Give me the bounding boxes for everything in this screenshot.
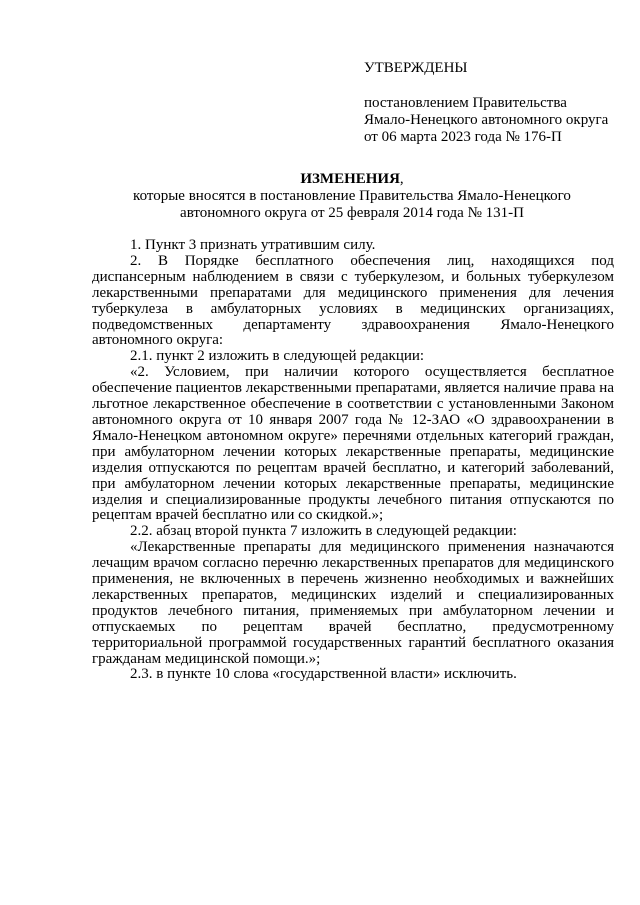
paragraph-item-2-2: 2.2. абзац второй пункта 7 изложить в следующей редакции: (130, 523, 517, 540)
approval-line-3: от 06 марта 2023 года № 176-П (364, 129, 562, 145)
title-heading-comma: , (399, 171, 404, 187)
approval-line-2: Ямало-Ненецкого автономного округа (364, 112, 609, 128)
approval-block (364, 60, 614, 146)
approval-line-1: постановлением Правительства (364, 95, 567, 111)
paragraph-quote-2-1: «2. Условием, при наличии которого осуществляется бесплатное обеспечение пациентов лекарственными препаратами, является наличие права на льготное лекарственное обеспечение в соответствии с установленными Законом автономного округа от 10 января 2007 года № 12-ЗАО «О здравоохранении в Ямало-Ненецком автономном округе» перечнями отдельных категорий граждан, при амбулаторном лечении которых лекарственные препараты, медицинские изделия отпускаются по рецептам врачей бесплатно, и категорий заболеваний, при амбулаторном лечении которых лекарственные препараты, медицинские изделия и специализированные продукты лечебного питания отпускаются по рецептам врачей бесплатно или со скидкой.»; (92, 364, 614, 524)
paragraph-item-1: 1. Пункт 3 признать утратившим силу. (130, 237, 376, 253)
title-heading-line (92, 171, 612, 188)
paragraph-item-2-3: 2.3. в пункте 10 слова «государственной власти» исключить. (130, 666, 517, 683)
paragraph-item-2-1: 2.1. пункт 2 изложить в следующей редакции: (130, 348, 425, 365)
approval-stamp: УТВЕРЖДЕНЫ (364, 60, 468, 76)
title-subtitle-line-1: которые вносятся в постановление Правительства Ямало-Ненецкого (133, 188, 571, 204)
title-heading: ИЗМЕНЕНИЯ (300, 171, 400, 187)
document-title (92, 171, 612, 222)
paragraph-item-2: 2. В Порядке бесплатного обеспечения лиц, находящихся под диспансерным наблюдением в связи с туберкулезом, и больных туберкулезом лекарственными препаратами для медицинского применения для лечения туберкулеза в амбулаторных условиях в медицинских организациях, подведомственных департаменту здравоохранения Ямало-Ненецкого автономного округа: (92, 252, 614, 349)
paragraph-quote-2-2: «Лекарственные препараты для медицинского применения назначаются лечащим врачом согласно перечню лекарственных препаратов для медицинского применения, не включенных в перечень жизненно необходимых и важнейших лекарственных препаратов, медицинских изделий и специализированных продуктов лечебного питания, применяемых при амбулаторном лечении и отпускаемых по рецептам врачей бесплатно, предусмотренному территориальной программой государственных гарантий бесплатного оказания гражданам медицинской помощи.»; (92, 539, 614, 667)
title-subtitle-line-2: автономного округа от 25 февраля 2014 года № 131-П (180, 205, 524, 221)
document-body (92, 238, 614, 683)
